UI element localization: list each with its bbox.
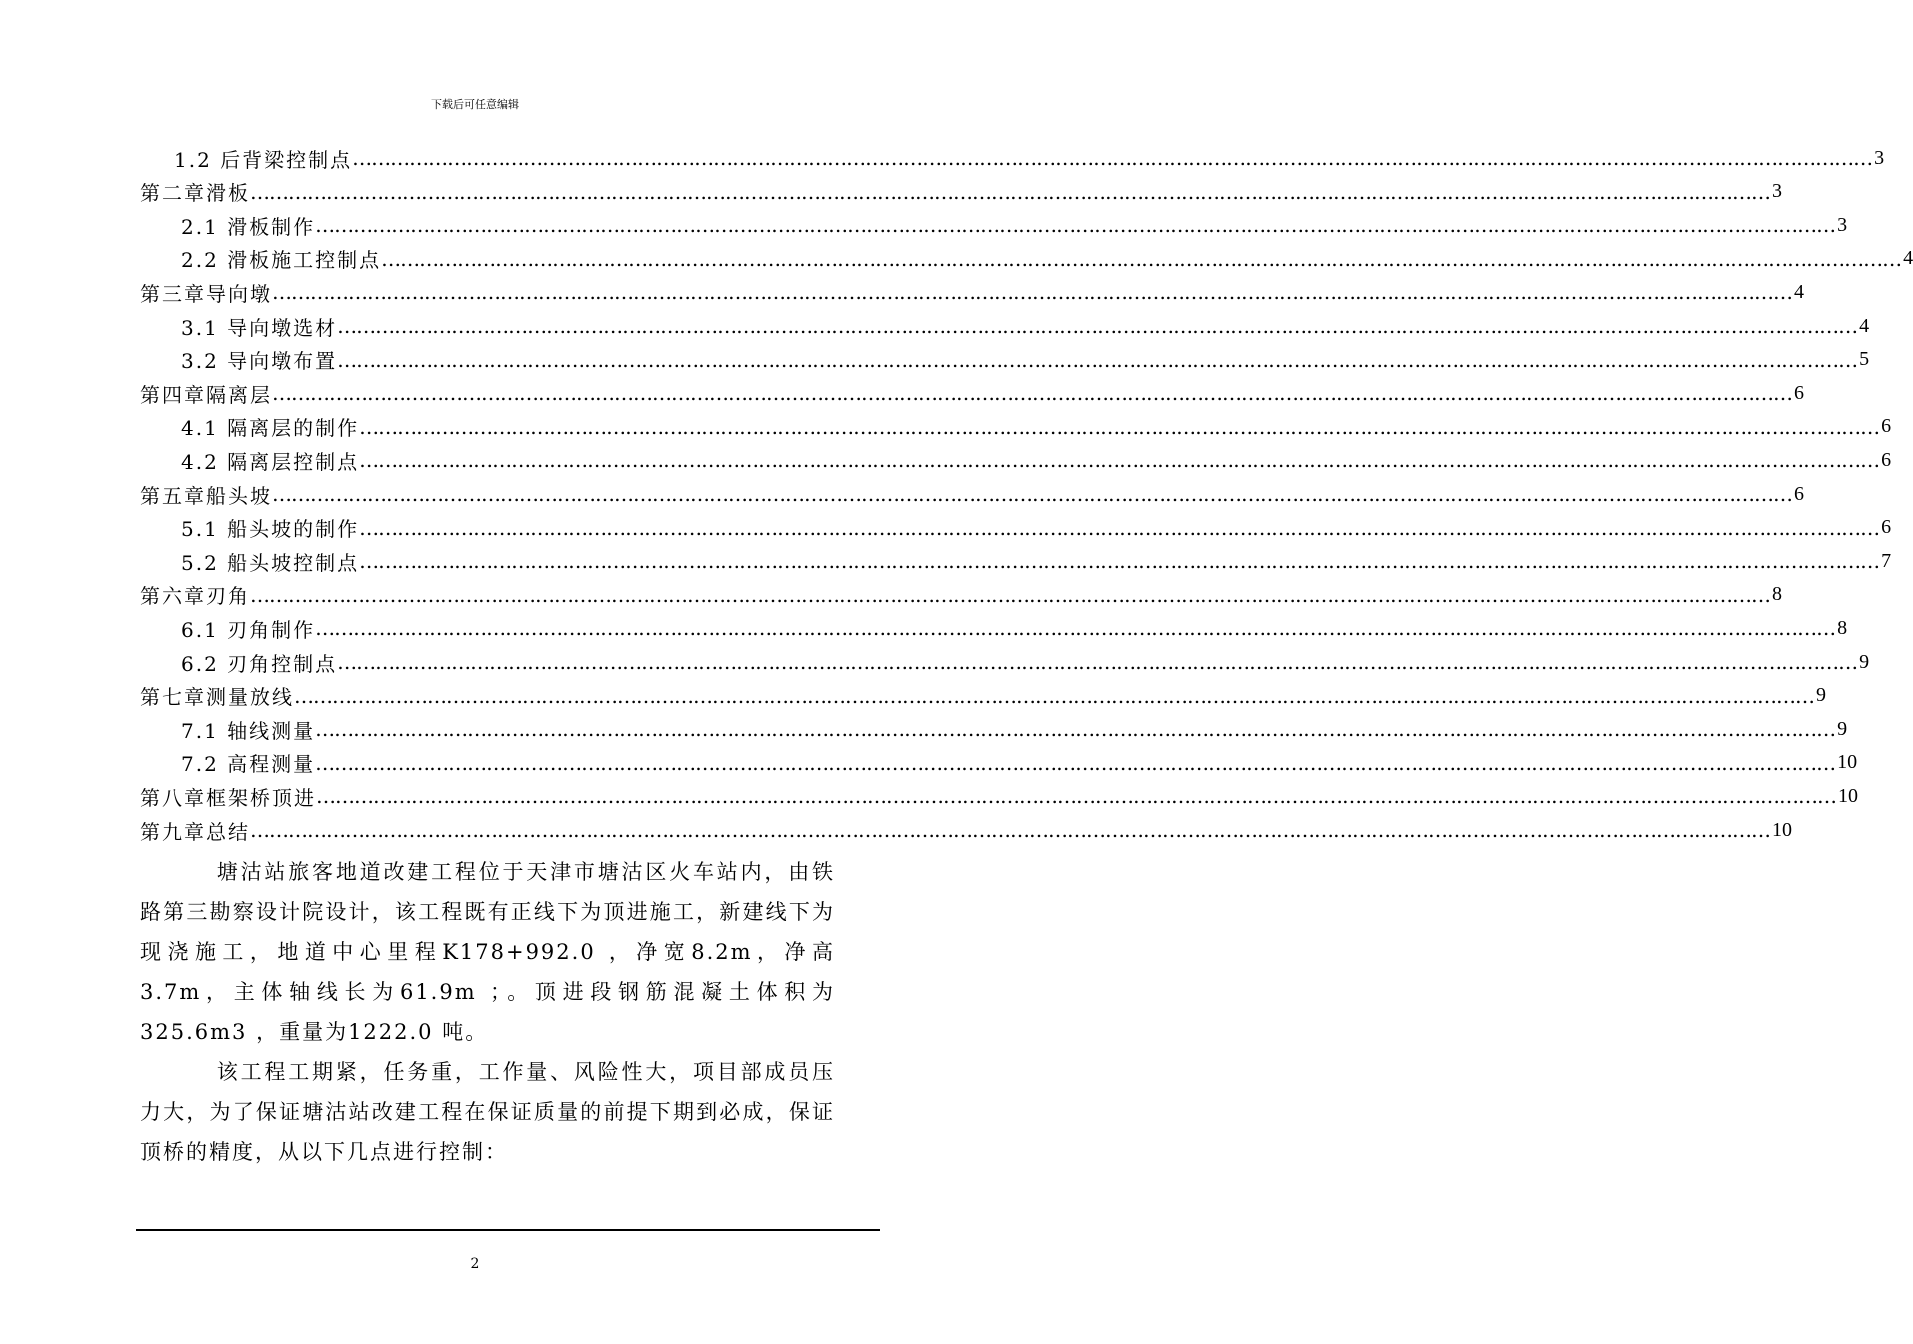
toc-entry-page: 4 (1794, 280, 1804, 303)
toc-entry-page: 9 (1859, 650, 1870, 673)
toc-entry-page: 3 (1837, 213, 1848, 236)
toc-entry-title: 框架桥顶进 (206, 785, 316, 810)
toc-section-entry[interactable] (181, 646, 1870, 678)
toc-chapter-entry[interactable] (140, 780, 1858, 812)
toc-entry-title: 总结 (206, 819, 250, 844)
toc-entry-page: 6 (1881, 448, 1892, 471)
toc-chapter-entry[interactable] (140, 377, 1804, 409)
toc-section-entry[interactable] (181, 310, 1870, 342)
paragraph-project-challenges (140, 1052, 835, 1172)
toc-section-entry[interactable] (181, 612, 1848, 644)
toc-entry-label: 7.1 轴线测量 (181, 718, 316, 743)
toc-entry-title: 滑板 (206, 181, 250, 206)
toc-entry-label: 6.1 刃角制作 (181, 617, 316, 642)
toc-chapter-entry[interactable] (140, 579, 1782, 611)
toc-section-entry[interactable] (174, 142, 1885, 174)
toc-entry-label: 1.2 后背梁控制点 (174, 147, 353, 172)
toc-leader-dots: …………………………………………………………………………………………………………………………………………………………………………………………………………………… (250, 179, 1770, 204)
toc-entry-label: 第六章 (140, 584, 206, 609)
toc-leader-dots: …………………………………………………………………………………………………………………………………………………………………………………………………………………… (250, 582, 1770, 607)
toc-section-entry[interactable] (181, 243, 1913, 275)
toc-section-entry[interactable] (181, 411, 1892, 443)
toc-entry-page: 3 (1874, 146, 1885, 169)
toc-leader-dots: …………………………………………………………………………………………………………………………………………………………………………………………………………………… (337, 650, 1858, 674)
toc-leader-dots: …………………………………………………………………………………………………………………………………………………………………………………………………………………… (337, 314, 1858, 338)
toc-entry-page: 9 (1837, 717, 1848, 740)
toc-entry-title: 测量放线 (206, 685, 294, 710)
toc-leader-dots: …………………………………………………………………………………………………………………………………………………………………………………………………………………… (381, 246, 1902, 271)
toc-entry-page: 10 (1772, 818, 1792, 841)
toc-chapter-entry[interactable] (140, 276, 1804, 308)
toc-entry-label: 第八章 (140, 785, 206, 810)
toc-leader-dots: …………………………………………………………………………………………………………………………………………………………………………………………………………………… (359, 414, 1880, 439)
toc-leader-dots: …………………………………………………………………………………………………………………………………………………………………………………………………………………… (294, 683, 1814, 708)
toc-entry-page: 10 (1838, 784, 1858, 807)
toc-leader-dots: …………………………………………………………………………………………………………………………………………………………………………………………………………………… (272, 381, 1792, 406)
toc-entry-page: 7 (1881, 549, 1892, 572)
toc-leader-dots: …………………………………………………………………………………………………………………………………………………………………………………………………………………… (272, 280, 1792, 305)
toc-entry-title: 隔离层 (206, 382, 272, 407)
toc-entry-label: 第七章 (140, 685, 206, 710)
toc-entry-label: 第九章 (140, 819, 206, 844)
toc-entry-label: 5.2 船头坡控制点 (181, 550, 360, 575)
toc-leader-dots: …………………………………………………………………………………………………………………………………………………………………………………………………………………… (315, 616, 1836, 641)
toc-section-entry[interactable] (181, 512, 1892, 544)
toc-leader-dots: …………………………………………………………………………………………………………………………………………………………………………………………………………………… (359, 549, 1880, 574)
toc-entry-label: 第四章 (140, 382, 206, 407)
toc-leader-dots: …………………………………………………………………………………………………………………………………………………………………………………………………………………… (315, 213, 1836, 238)
toc-entry-label: 2.1 滑板制作 (181, 214, 316, 239)
toc-entry-page: 3 (1772, 180, 1782, 203)
toc-entry-label: 5.1 船头坡的制作 (181, 517, 360, 542)
paragraph-text: 塘沽站旅客地道改建工程位于天津市塘沽区火车站内，由铁路第三勘察设计院设计，该工程既有正线下为顶进施工，新建线下为现浇施工，地道中心里程K178+992.0 ，净宽8.2m，净高3.7m，主体轴线长为61.9m ；。顶进段钢筋混凝土体积为325.6m3 ，重量为1222.0 吨。 (140, 860, 835, 1044)
toc-section-entry[interactable] (181, 713, 1848, 745)
toc-chapter-entry[interactable] (140, 478, 1804, 510)
paragraph-project-overview (140, 852, 835, 1052)
toc-entry-page: 6 (1881, 516, 1892, 539)
paragraph-text: 该工程工期紧，任务重，工作量、风险性大，项目部成员压力大，为了保证塘沽站改建工程在保证质量的前提下期到必成，保证顶桥的精度，从以下几点进行控制： (140, 1060, 835, 1164)
toc-leader-dots: …………………………………………………………………………………………………………………………………………………………………………………………………………………… (359, 448, 1880, 473)
toc-entry-label: 6.2 刃角控制点 (181, 651, 338, 676)
toc-entry-label: 3.1 导向墩选材 (181, 315, 338, 340)
toc-leader-dots: …………………………………………………………………………………………………………………………………………………………………………………………………………………… (315, 750, 1836, 775)
toc-entry-title: 刃角 (206, 584, 250, 609)
toc-section-entry[interactable] (181, 444, 1892, 476)
toc-entry-label: 7.2 高程测量 (181, 752, 316, 777)
toc-entry-page: 9 (1816, 684, 1826, 707)
toc-leader-dots: …………………………………………………………………………………………………………………………………………………………………………………………………………………… (337, 347, 1858, 372)
toc-section-entry[interactable] (181, 344, 1870, 376)
toc-leader-dots: …………………………………………………………………………………………………………………………………………………………………………………………………………………… (316, 784, 1836, 809)
toc-chapter-entry[interactable] (140, 814, 1792, 846)
footer-divider (136, 1229, 880, 1231)
toc-entry-label: 4.1 隔离层的制作 (181, 416, 360, 441)
toc-entry-title: 导向墩 (206, 281, 272, 306)
toc-entry-page: 4 (1859, 314, 1870, 337)
toc-section-entry[interactable] (181, 545, 1892, 577)
toc-entry-page: 6 (1794, 482, 1804, 505)
toc-leader-dots: …………………………………………………………………………………………………………………………………………………………………………………………………………………… (250, 818, 1770, 842)
page-header: 下载后可任意编辑 (431, 98, 519, 111)
toc-entry-page: 8 (1772, 583, 1782, 606)
toc-entry-label: 2.2 滑板施工控制点 (181, 248, 382, 273)
toc-entry-label: 第二章 (140, 181, 206, 206)
toc-entry-page: 6 (1794, 381, 1804, 404)
toc-leader-dots: …………………………………………………………………………………………………………………………………………………………………………………………………………………… (315, 717, 1836, 742)
toc-leader-dots: …………………………………………………………………………………………………………………………………………………………………………………………………………………… (359, 515, 1880, 540)
toc-entry-label: 第五章 (140, 483, 206, 508)
toc-entry-page: 6 (1881, 415, 1892, 438)
toc-leader-dots: …………………………………………………………………………………………………………………………………………………………………………………………………………………… (272, 482, 1792, 506)
toc-entry-page: 4 (1903, 247, 1913, 270)
toc-entry-label: 4.2 隔离层控制点 (181, 449, 360, 474)
toc-entry-label: 3.2 导向墩布置 (181, 349, 338, 374)
toc-leader-dots: …………………………………………………………………………………………………………………………………………………………………………………………………………………… (352, 146, 1873, 170)
page-number: 2 (470, 1256, 480, 1272)
toc-section-entry[interactable] (181, 747, 1858, 779)
toc-entry-page: 8 (1837, 616, 1848, 639)
toc-entry-title: 船头坡 (206, 483, 272, 508)
toc-entry-label: 第三章 (140, 281, 206, 306)
toc-chapter-entry[interactable] (140, 176, 1782, 208)
toc-entry-page: 5 (1859, 348, 1870, 371)
toc-chapter-entry[interactable] (140, 680, 1826, 712)
toc-section-entry[interactable] (181, 209, 1848, 241)
toc-entry-page: 10 (1837, 751, 1858, 774)
